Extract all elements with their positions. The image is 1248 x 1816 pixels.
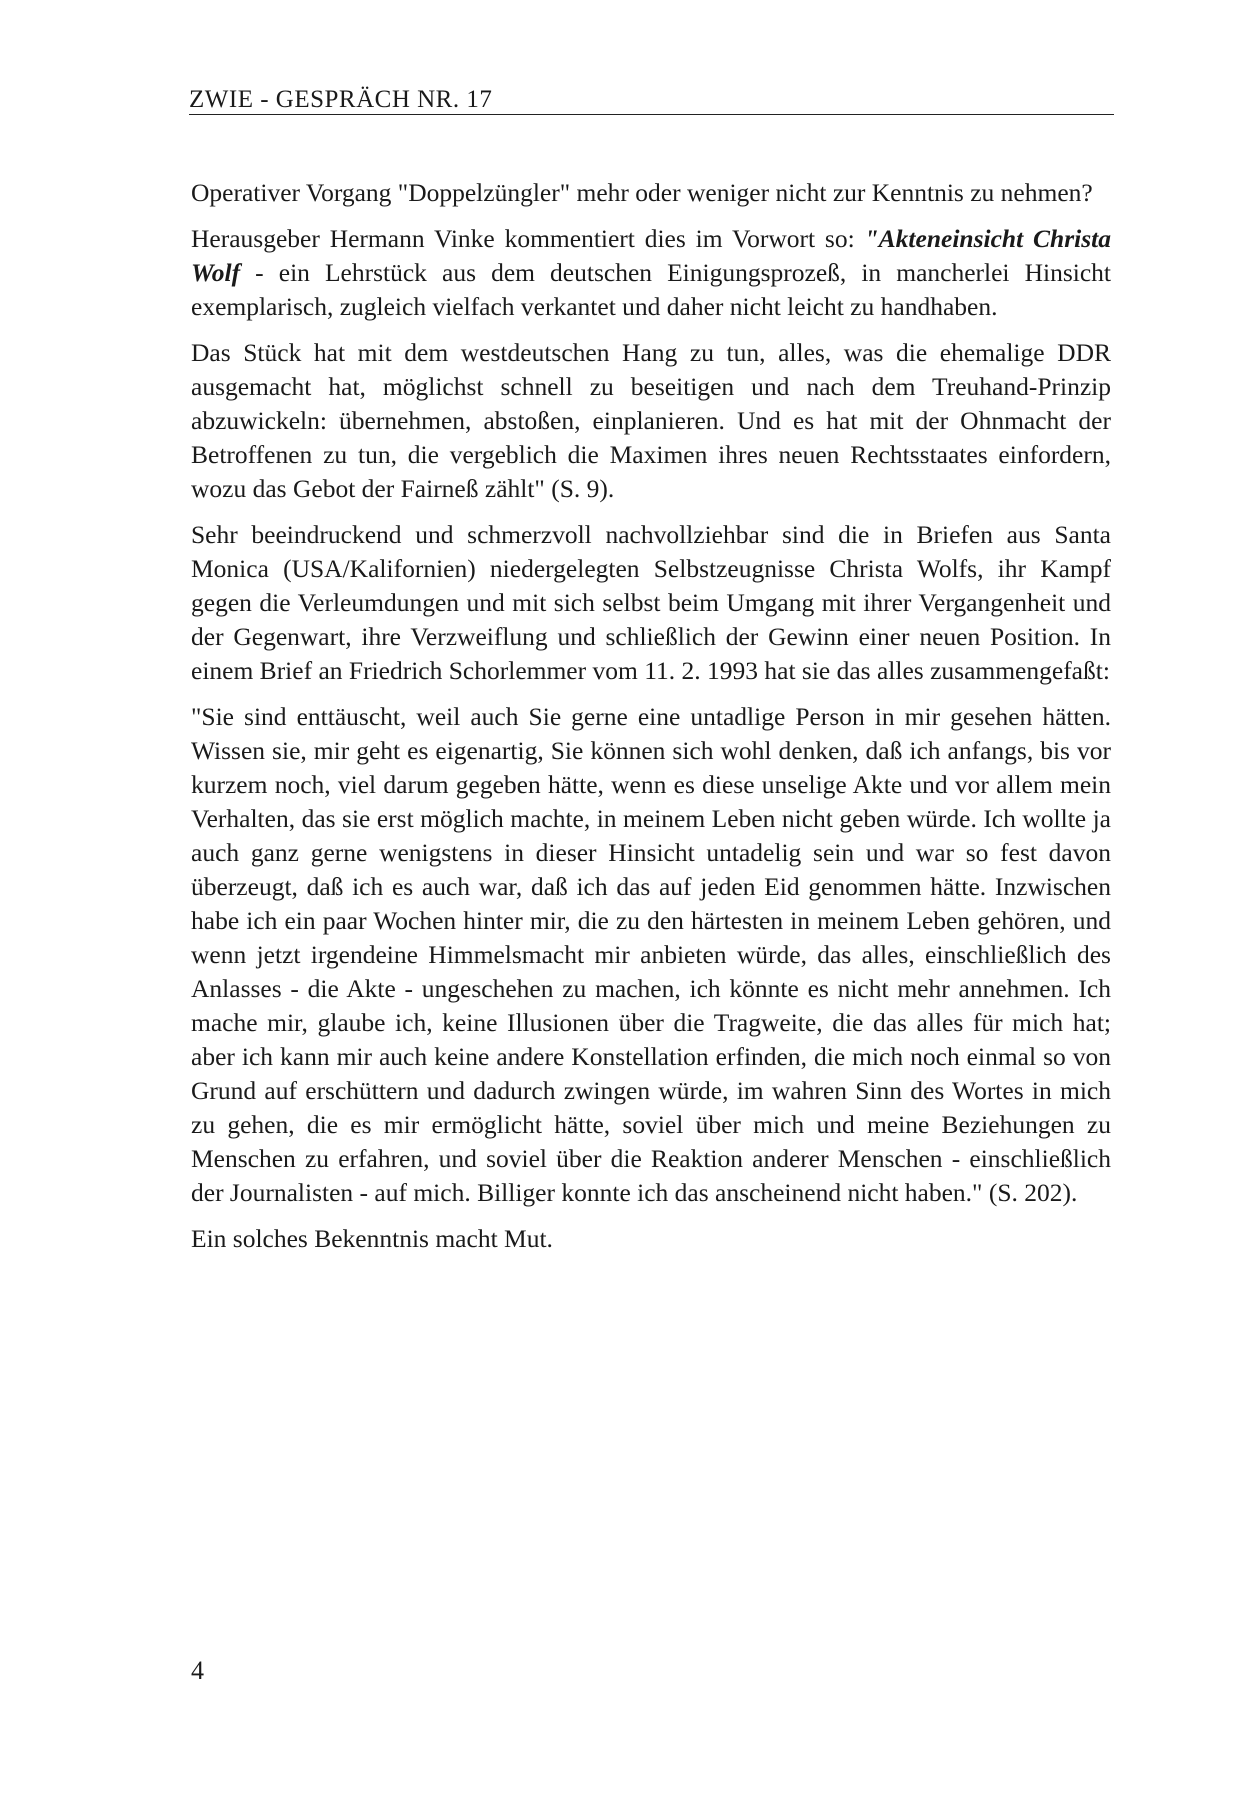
paragraph-1: Operativer Vorgang "Doppelzüngler" mehr oder weniger nicht zur Kenntnis zu nehmen? xyxy=(191,178,1093,207)
closing-paragraph: Ein solches Bekenntnis macht Mut. xyxy=(191,1224,553,1253)
article-body xyxy=(191,176,1111,1268)
quotation-paragraph: "Sie sind enttäuscht, weil auch Sie gerne eine untadlige Person in mir gesehen hätten. Wissen sie, mir geht es eigenartig, Sie können sich wohl denken, daß ich anfangs, bis vor kurzem noch, viel darum gegeben hätte, wenn es diese unselige Akte und vor allem mein Verhalten, das sie erst möglich machte, in meinem Leben nicht geben würde. Ich wollte ja auch ganz gerne wenigstens in dieser Hinsicht untadelig sein und war so fest davon überzeugt, daß ich es auch war, daß ich das auf jeden Eid genommen hätte. Inzwischen habe ich ein paar Wochen hinter mir, die zu den härtesten in meinem Leben gehören, und wenn jetzt irgendeine Himmelsmacht mir anbieten würde, das alles, einschließlich des Anlasses - die Akte - ungeschehen zu machen, ich könnte es nicht mehr annehmen. Ich mache mir, glaube ich, keine Illusionen über die Tragweite, die das alles für mich hat; aber ich kann mir auch keine andere Konstellation erfinden, die mich noch einmal so von Grund auf erschüttern und dadurch zwingen würde, im wahren Sinn des Wortes in mich zu gehen, die es mir ermöglicht hätte, soviel über mich und meine Beziehungen zu Menschen zu erfahren, und soviel über die Reaktion anderer Menschen - einschließlich der Journalisten - auf mich. Billiger konnte ich das anscheinend nicht haben." (S. 202). xyxy=(191,702,1111,1207)
page-number: 4 xyxy=(191,1656,204,1685)
paragraph-2 xyxy=(191,222,1111,324)
paragraph-2-rest: - ein Lehrstück aus dem deutschen Einigungsprozeß, in mancherlei Hinsicht exemplarisch, zugleich vielfach verkantet und daher nicht leicht zu handhaben. xyxy=(191,258,1111,321)
running-title: ZWIE - GESPRÄCH NR. 17 xyxy=(189,86,493,113)
paragraph-2-lead: Herausgeber Hermann Vinke kommentiert dies im Vorwort so: xyxy=(191,224,865,253)
paragraph-3: Das Stück hat mit dem westdeutschen Hang zu tun, alles, was die ehemalige DDR ausgemacht hat, möglichst schnell zu beseitigen und nach dem Treuhand-Prinzip abzuwickeln: übernehmen, abstoßen, einplanieren. Und es hat mit der Ohnmacht der Betroffenen zu tun, die vergeblich die Maximen ihres neuen Rechtsstaates einfordern, wozu das Gebot der Fairneß zählt" (S. 9). xyxy=(191,338,1111,503)
book-title-emphasis: "Akteneinsicht Christa Wolf xyxy=(191,224,1111,287)
paragraph-4: Sehr beeindruckend und schmerzvoll nachvollziehbar sind die in Briefen aus Santa Monica (USA/Kalifornien) niedergelegten Selbstzeugnisse Christa Wolfs, ihr Kampf gegen die Verleumdungen und mit sich selbst beim Umgang mit ihrer Vergangenheit und der Gegenwart, ihre Verzweiflung und schließlich der Gewinn einer neuen Position. In einem Brief an Friedrich Schorlemmer vom 11. 2. 1993 hat sie das alles zusammengefaßt: xyxy=(191,520,1111,685)
page-header xyxy=(189,78,1114,115)
